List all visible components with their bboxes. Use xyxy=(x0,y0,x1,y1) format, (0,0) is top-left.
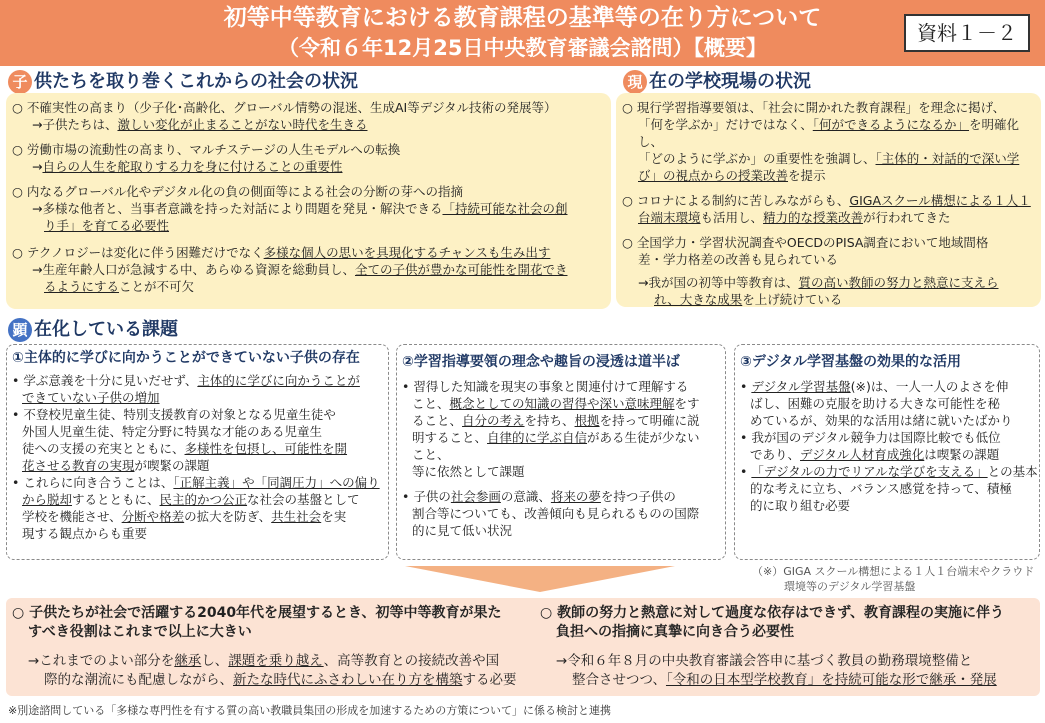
society-item-3: ○ 内なるグローバル化やデジタル化の負の側面等による社会の分断の芽への指摘 xyxy=(12,184,464,199)
issue-3-heading: ③デジタル学習基盤の効果的な活用 xyxy=(740,354,962,370)
society-item-4-sub: →生産年齢人口が急減する中、あらゆる資源を総動員し、全ての子供が豊かな可能性を開花でき xyxy=(32,262,568,277)
school-item-4: →我が国の初等中等教育は、質の高い教師の努力と熱意に支えら xyxy=(638,275,999,290)
issue-2-heading: ②学習指導要領の理念や趣旨の浸透は道半ば xyxy=(402,354,680,370)
school-heading-cap: 現 xyxy=(623,70,647,94)
issue-2-bullet-1: • 習得した知識を現実の事象と関連付けて理解する xyxy=(402,379,689,394)
school-item-2: ○ コロナによる制約に苦しみながらも、GIGAスクール構想による１人１ xyxy=(622,193,1031,208)
society-item-3-sub: →多様な他者と、当事者意識を持った対話により問題を発見・解決できる「持続可能な社会の創 xyxy=(32,201,568,216)
issues-heading-text: 在化している課題 xyxy=(34,319,178,340)
society-item-4-sub2: るようにすることが不可欠 xyxy=(44,279,195,294)
issue-1-bullet-3: • これらに向き合うことは、「正解主義」や「同調圧力」への偏り xyxy=(12,475,380,490)
issue-1-bullet-2: • 不登校児童生徒、特別支援教育の対象となる児童生徒や xyxy=(12,407,336,422)
school-list: ○ 現行学習指導要領は、「社会に開かれた教育課程」を理念に掲げ、 「何を学ぶか」だけではなく、「何ができるようになるか」を明確化し、 「どのように学ぶか」の重要性を強調し、「主体的・対話的で深い学 び」の視点からの授業改善を提示 ○ コロナによる制約に苦しみながらも、GIGAスクール構想による１人１ 台端末環境も活用し、精力的な授業改善が行われてきた ○ 全国学力・学習状況調査やOECDのPISA調査において地域間格 差・学力格差の改善も見られている →我が国の初等中等教育は、質の高い教師の努力と熱意に支えら れ、大きな成果を上げ続けている xyxy=(622,99,1038,308)
issue-2-bullet-2: • 子供の社会参画の意識、将来の夢を持つ子供の xyxy=(402,489,676,504)
school-item-3: ○ 全国学力・学習状況調査やOECDのPISA調査において地域間格 xyxy=(622,235,989,250)
issue-column-3-content: ③デジタル学習基盤の効果的な活用 • デジタル学習基盤(※)は、一人一人のよさを伸 ばし、困難の克服を助ける大きな可能性を秘 めているが、効果的な活用は緒に就いたばかり • 我が国のデジタル競争力は国際比較でも低位 であり、デジタル人材育成強化は喫緊の課題 • 「デジタルの力でリアルな学びを支える」との基本 的な考えに立ち、バランス感覚を持って、積極 的に取り組む必要 xyxy=(740,354,1038,513)
society-item-4: ○ テクノロジーは変化に伴う困難だけでなく多様な個人の思いを具現化するチャンスも生み出す xyxy=(12,245,551,260)
school-item-1: ○ 現行学習指導要領は、「社会に開かれた教育課程」を理念に掲げ、 xyxy=(622,100,1006,115)
society-heading-cap: 子 xyxy=(8,70,32,94)
issues-heading-cap: 顕 xyxy=(8,318,32,342)
society-item-1: ○ 不確実性の高まり（少子化･高齢化、グローバル情勢の混迷、生成AI等デジタル技術の発展等） xyxy=(12,100,557,115)
issue-3-bullet-1: • デジタル学習基盤(※)は、一人一人のよさを伸 xyxy=(740,379,1009,394)
school-section-heading xyxy=(623,70,811,94)
society-section-heading xyxy=(8,70,358,94)
page-subtitle: （令和６年12月25日中央教育審議会諮問）【概要】 xyxy=(278,36,767,60)
issue-column-1-content: ①主体的に学びに向かうことができていない子供の存在 • 学ぶ意義を十分に見いだせず、主体的に学びに向かうことが できていない子供の増加 • 不登校児童生徒、特別支援教育の対象となる児童生徒や 外国人児童生徒、特定分野に特異な才能のある児童生 徒への支援の充実とともに、多様性を包摂し、可能性を開 花させる教育の実現が喫緊の課題 • これらに向き合うことは、「正解主義」や「同調圧力」への偏り から脱却するとともに、民主的かつ公正な社会の基盤として 学校を機能させ、分断や格差の拡大を防ぎ、共生社会を実 現する観点からも重要 xyxy=(12,348,386,542)
society-item-3-sub2: り手」を育てる必要性 xyxy=(44,218,170,233)
issue-3-bullet-2: • 我が国のデジタル競争力は国際比較でも低位 xyxy=(740,430,1001,445)
issue-column-2-content: ②学習指導要領の理念や趣旨の浸透は道半ば • 習得した知識を現実の事象と関連付けて理解する こと、概念としての知識の習得や深い意味理解をす ること、自分の考えを持ち、根拠を持って明確に説 明すること、自律的に学ぶ自信がある生徒が少ない こと、 等に依然として課題 • 子供の社会参画の意識、将来の夢を持つ子供の 割合等についても、改善傾向も見られるものの国際 的に見て低い状況 xyxy=(402,352,724,539)
down-arrow-icon xyxy=(405,566,675,592)
document-number-badge: 資料１－２ xyxy=(904,14,1030,52)
society-item-1-sub: →子供たちは、激しい変化が止まることがない時代を生きる xyxy=(32,117,368,132)
conclusion-right: ○ 教師の努力と熱意に対して過度な依存はできず、教育課程の実施に伴う 負担への指摘に真摯に向き合う必要性 →令和６年８月の中央教育審議会答申に基づく教員の勤務環境整備と 整合させつつ、「令和の日本型学校教育」を持続可能な形で継承・発展 xyxy=(540,605,1004,688)
issue-1-bullet-1: • 学ぶ意義を十分に見いだせず、主体的に学びに向かうことが xyxy=(12,373,360,388)
school-heading-text: 在の学校現場の状況 xyxy=(649,71,811,92)
issue-1-heading: ①主体的に学びに向かうことができていない子供の存在 xyxy=(12,350,360,366)
issue-3-bullet-3: • 「デジタルの力でリアルな学びを支える」との基本 xyxy=(740,464,1038,479)
conclusion-left: ○ 子供たちが社会で活躍する2040年代を展望するとき、初等中等教育が果た すべき役割はこれまで以上に大きい →これまでのよい部分を継承し、課題を乗り越え、高等教育との接続改善や国 際的な潮流にも配慮しながら、新たな時代にふさわしい在り方を構築する必要 xyxy=(12,605,517,688)
issues-section-heading xyxy=(8,318,178,342)
society-list xyxy=(12,99,608,295)
society-heading-text: 供たちを取り巻くこれからの社会の状況 xyxy=(34,71,358,92)
digital-infrastructure-note: （※）GIGA スクール構想による１人１台端末やクラウド 環境等のデジタル学習基盤 xyxy=(752,565,1035,593)
society-item-2: ○ 労働市場の流動性の高まり、マルチステージの人生モデルへの転換 xyxy=(12,142,401,157)
footnote: ※別途諮問している「多様な専門性を有する質の高い教職員集団の形成を加速するための方策について」に係る検討と連携 xyxy=(8,704,611,717)
page-title: 初等中等教育における教育課程の基準等の在り方について xyxy=(223,5,822,31)
society-item-2-sub: →自らの人生を舵取りする力を身に付けることの重要性 xyxy=(32,159,343,174)
